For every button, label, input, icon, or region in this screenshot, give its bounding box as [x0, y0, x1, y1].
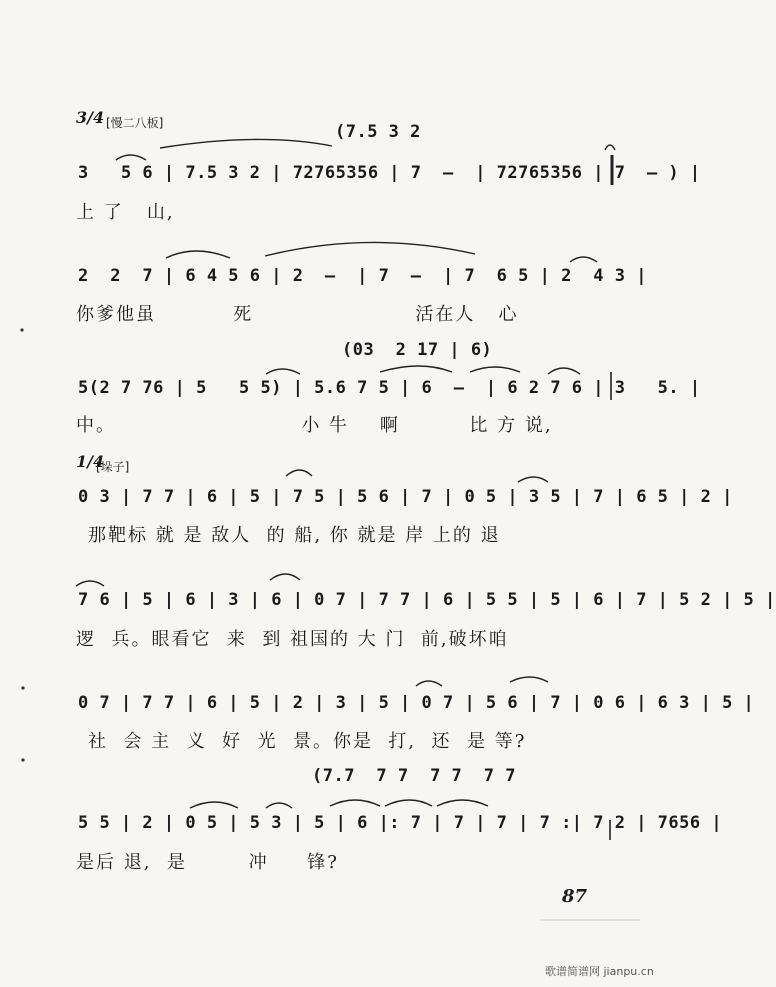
slur-arc [270, 574, 300, 580]
fermata-arc [605, 145, 615, 150]
interlude-line: (7.5 3 2 [335, 122, 421, 142]
interlude-line: (03 2 17 | 6) [342, 340, 493, 360]
tempo-marking: [垛子] [96, 460, 130, 474]
slur-arc [548, 368, 580, 374]
slur-arc [286, 470, 312, 476]
slur-arc [166, 251, 230, 258]
slur-arc [470, 367, 520, 372]
slur-arc [570, 257, 597, 262]
lyric-line: 逻 兵。眼看它 来 到 祖国的 大 门 前,破坏咱 [76, 629, 509, 650]
slur-arc [380, 366, 452, 372]
slur-arc [266, 369, 300, 374]
slur-arc [265, 242, 475, 256]
notation-line: 0 3 | 7 7 | 6 | 5 | 7 5 | 5 6 | 7 | 0 5 | 3 5 | 7 | 6 5 | 2 | [78, 487, 733, 507]
notation-line: 5 5 | 2 | 0 5 | 5 3 | 5 | 6 |: 7 | 7 | 7 | 7 :| 7 2 | 7656 | [78, 813, 723, 833]
slur-arc [160, 139, 332, 148]
margin-dot [20, 328, 23, 331]
slur-arc [518, 477, 548, 482]
slur-arc [510, 677, 548, 682]
notation-line: 0 7 | 7 7 | 6 | 5 | 2 | 3 | 5 | 0 7 | 5 6 | 7 | 0 6 | 6 3 | 5 | [78, 693, 755, 713]
lyric-line: 社 会 主 义 好 光 景。你是 打, 还 是 等? [88, 731, 527, 752]
slur-arc [437, 800, 488, 806]
slur-arc [76, 581, 104, 586]
notation-line: 2 2 7 | 6 4 5 6 | 2 — | 7 — | 7 6 5 | 2 4 3 | [78, 266, 647, 286]
notation-line: 5(2 7 76 | 5 5 5) | 5.6 7 5 | 6 — | 6 2 7 6 | 3 5. | [78, 378, 701, 398]
lyric-line: 你爹他虽 死 活在人 心 [76, 304, 519, 325]
notation-line: 7 6 | 5 | 6 | 3 | 6 | 0 7 | 7 7 | 6 | 5 5 | 5 | 6 | 7 | 5 2 | 5 | [78, 590, 776, 610]
margin-dot [21, 758, 24, 761]
interlude-line: (7.7 7 7 7 7 7 7 [312, 766, 516, 786]
meter-marking: 3/4 [76, 108, 105, 127]
slur-arc [190, 802, 238, 808]
lyric-line: 中。 小 牛 啊 比 方 说, [76, 415, 553, 436]
slur-arc [385, 800, 432, 806]
tempo-marking: [慢二八板] [106, 116, 164, 130]
lyric-line: 上 了 山, [76, 202, 175, 223]
lyric-line: 是后 退, 是 冲 锋? [76, 852, 339, 873]
margin-dot [21, 686, 24, 689]
slur-arc [266, 803, 292, 808]
lyric-line: 那靶标 就 是 敌人 的 船, 你 就是 岸 上的 退 [88, 525, 501, 546]
meter-marking: 1/4 [76, 452, 105, 471]
slur-arc [116, 155, 146, 160]
notation-line: 3 5 6 | 7.5 3 2 | 72765356 | 7 — | 72765356 | 7 — ) | [78, 163, 701, 183]
page-number: 87 [562, 886, 588, 907]
watermark: 歌谱简谱网 jianpu.cn [545, 965, 654, 978]
slur-arc [330, 800, 380, 806]
slur-arc [416, 681, 442, 686]
